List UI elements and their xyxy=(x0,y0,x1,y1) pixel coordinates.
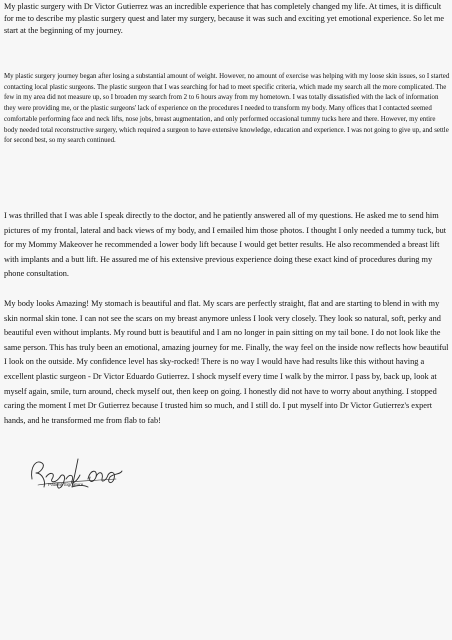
consultation-paragraph: I was thrilled that I was able I speak directly to the doctor, and he patiently answered all of my questions. He asked me to send him pictures of my frontal, lateral and back views of my body, and I emailed him those photos. I thought I only needed a tummy tuck, but for my Mommy Makeover he recommended a lower body lift because I would get better results. He also recommended a breast lift with implants and a butt lift. He assured me of his extensive previous experience doing these exact kind of procedures during my phone consultation. xyxy=(4,211,447,279)
intro-paragraph: My plastic surgery with Dr Victor Gutierrez was an incredible experience that has completely changed my life. At times, it is difficult for me to describe my plastic surgery quest and later my surgery, because it was such and exciting yet emotional experience. So let me start at the beginning of my journey. xyxy=(4,2,445,36)
signature-caption: Patient Signature xyxy=(48,482,84,487)
patient-signature xyxy=(26,449,126,497)
results-paragraph: My body looks Amazing! My stomach is beautiful and flat. My scars are perfectly straight, flat and are starting to blend in with my skin normal skin tone. I can not see the scars on my breast anymore unless I look very closely. They look so natural, soft, perky and beautiful even without implants. My round butt is beautiful and I am no longer in pain sitting on my tail bone. I do not look like the same person. This has truly been an emotional, amazing journey for me. Finally, the way feel on the inside now reflects how beautiful I look on the outside. My confidence level has sky-rocked! There is no way I would have had results like this without having a excellent plastic surgeon - Dr Victor Eduardo Gutierrez. I shock myself every time I walk by the mirror. I pass by, back up, look at myself again, smile, turn around, check myself out, then keep on going. I honestly did not have to worry about anything. I stopped caring the moment I met Dr Gutierrez because I trusted him so much, and I still do. I put myself into Dr Victor Gutierrez's expert hands, and he transformed me from flab to fab! xyxy=(4,299,449,425)
signature-scribble xyxy=(26,449,126,497)
journey-paragraph: My plastic surgery journey began after losing a substantial amount of weight. However, no amount of exercise was helping with my loose skin issues, so I started contacting local plastic surgeons. The plastic surgeon that I was searching for had to meet specific criteria, which made my search all the more complicated. The few in my area did not measure up, so I broaden my search from 2 to 6 hours away from my hometown. I was totally dissatisfied with the lack of information they were providing me, or the plastic surgeons' lack of experience on the procedures I needed to transform my body. Many offices that I contacted seemed comfortable performing face and neck lifts, nose jobs, breast augmentation, and only performed occasional tummy tucks here and there. However, my entire body needed total reconstructive surgery, which required a surgeon to have extensive knowledge, education and experience. I was not going to give up, and settle for second best, so my search continued. xyxy=(4,73,450,145)
